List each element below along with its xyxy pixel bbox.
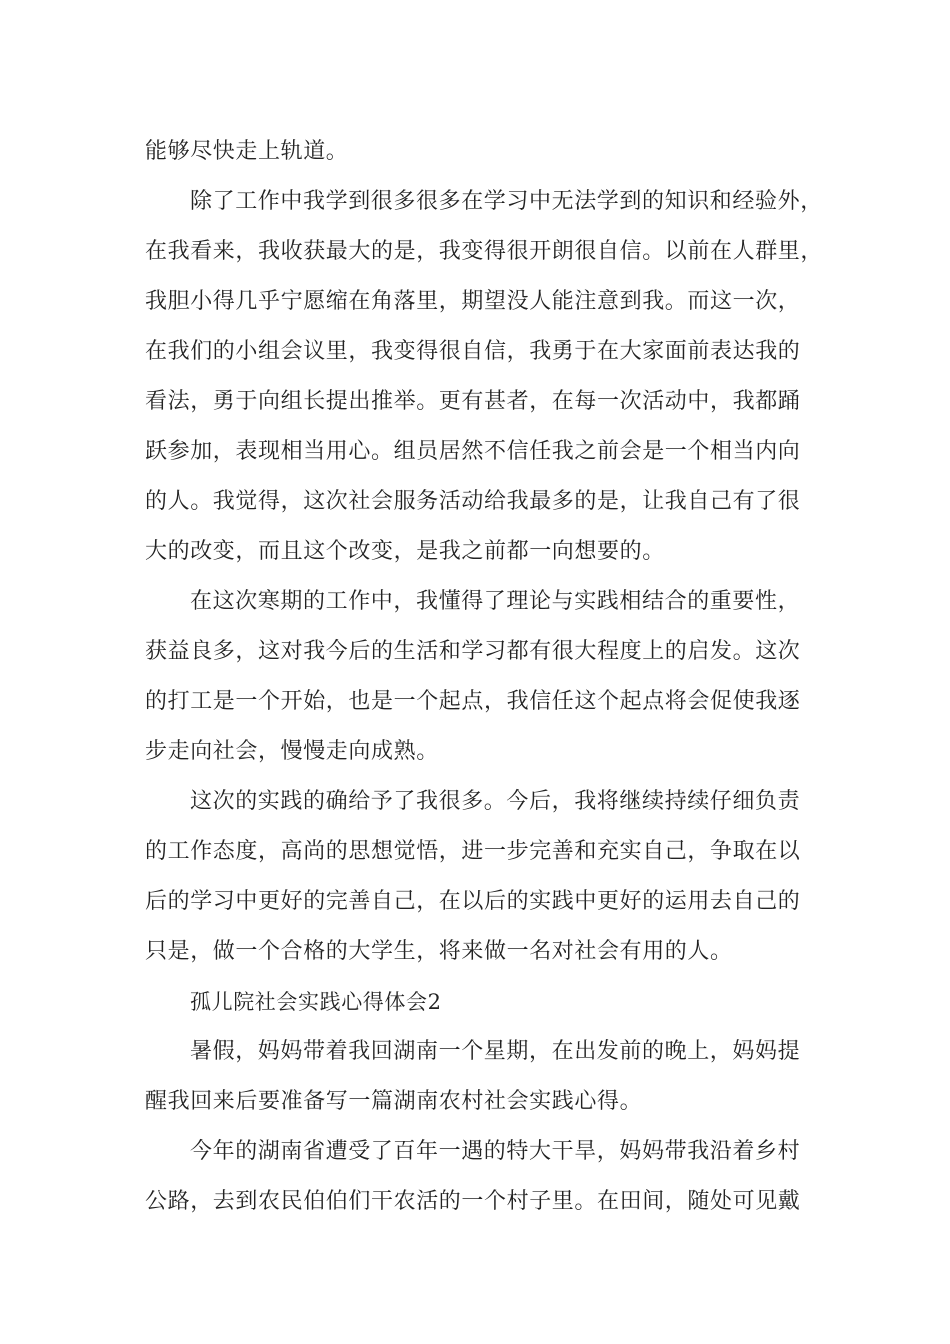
text-line: 获益良多，这对我今后的生活和学习都有很大程度上的启发。这次: [145, 639, 801, 664]
text-line: 的人。我觉得，这次社会服务活动给我最多的是，让我自己有了很: [145, 489, 801, 514]
paragraph-start-line: 暑假，妈妈带着我回湖南一个星期，在出发前的晚上，妈妈提: [190, 1039, 801, 1064]
text-line: 的打工是一个开始，也是一个起点，我信任这个起点将会促使我逐: [145, 689, 801, 714]
text-line: 步走向社会，慢慢走向成熟。: [145, 739, 439, 764]
text-line: 看法，勇于向组长提出推举。更有甚者，在每一次活动中，我都踊: [145, 389, 801, 414]
paragraph-start-line: 今年的湖南省遭受了百年一遇的特大干旱，妈妈带我沿着乡村: [190, 1139, 801, 1164]
text-line: 的工作态度，高尚的思想觉悟，进一步完善和充实自己，争取在以: [145, 839, 801, 864]
text-line: 我胆小得几乎宁愿缩在角落里，期望没人能注意到我。而这一次，: [145, 289, 801, 314]
text-line: 公路，去到农民伯伯们干农活的一个村子里。在田间，随处可见戴: [145, 1189, 801, 1214]
section-heading: 孤儿院社会实践心得体会2: [190, 990, 442, 1014]
text-line: 只是，做一个合格的大学生，将来做一名对社会有用的人。: [145, 939, 733, 964]
text-line: 后的学习中更好的完善自己，在以后的实践中更好的运用去自己的: [145, 889, 801, 914]
paragraph-start-line: 这次的实践的确给予了我很多。今后，我将继续持续仔细负责: [190, 789, 801, 814]
paragraph-start-line: 在这次寒期的工作中，我懂得了理论与实践相结合的重要性，: [190, 589, 801, 614]
text-line: 能够尽快走上轨道。: [145, 139, 349, 164]
text-line: 醒我回来后要准备写一篇湖南农村社会实践心得。: [145, 1089, 643, 1114]
text-line: 大的改变，而且这个改变，是我之前都一向想要的。: [145, 539, 665, 564]
paragraph-start-line: 除了工作中我学到很多很多在学习中无法学到的知识和经验外，: [190, 189, 823, 214]
text-line: 跃参加，表现相当用心。组员居然不信任我之前会是一个相当内向: [145, 439, 801, 464]
text-line: 在我看来，我收获最大的是，我变得很开朗很自信。以前在人群里，: [145, 239, 824, 264]
text-line: 在我们的小组会议里，我变得很自信，我勇于在大家面前表达我的: [145, 339, 801, 364]
